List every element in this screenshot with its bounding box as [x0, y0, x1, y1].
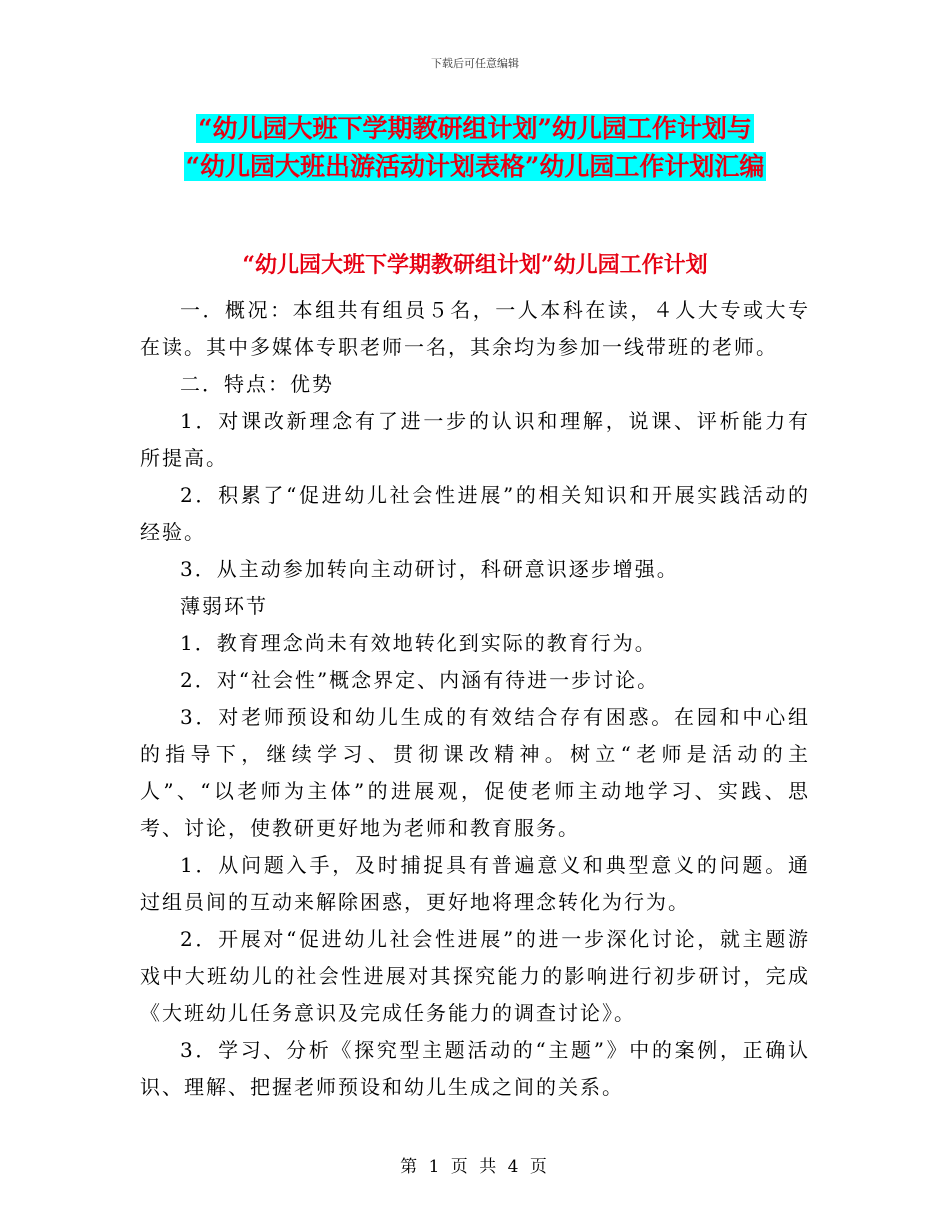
main-title-line-1: “幼儿园大班下学期教研组计划”幼儿园工作计划与	[198, 114, 752, 143]
header-note: 下载后可任意编辑	[431, 57, 519, 70]
page-footer: 第 1 页 共 4 页	[400, 1157, 550, 1177]
paragraph: 2．对“社会性”概念界定、内涵有待进一步讨论。	[180, 668, 660, 692]
section-title: “幼儿园大班下学期教研组计划”幼儿园工作计划	[242, 252, 708, 278]
paragraph: 薄弱环节	[180, 594, 268, 618]
paragraph: 1．教育理念尚未有效地转化到实际的教育行为。	[180, 631, 657, 655]
main-title-line-2: “幼儿园大班出游活动计划表格”幼儿园工作计划汇编	[185, 152, 765, 181]
paragraph: 二．特点：优势	[180, 372, 334, 396]
paragraph: 3．学习、分析《探究型主题活动的“主题”》中的案例，正确认识、理解、把握老师预设和幼儿生成之间的关系。	[140, 1038, 810, 1099]
paragraph: 3．从主动参加转向主动研讨，科研意识逐步增强。	[180, 557, 679, 581]
paragraph: 2．开展对“促进幼儿社会性进展”的进一步深化讨论，就主题游戏中大班幼儿的社会性进展对其探究能力的影响进行初步研讨，完成《大班幼儿任务意识及完成任务能力的调查讨论》。	[140, 927, 810, 1025]
paragraph: 3．对老师预设和幼儿生成的有效结合存有困惑。在园和中心组的指导下，继续学习、贯彻课改精神。树立“老师是活动的主人”、“以老师为主体”的进展观，促使老师主动地学习、实践、思考、讨论，使教研更好地为老师和教育服务。	[140, 705, 810, 840]
paragraph: 一．概况：本组共有组员５名，一人本科在读，４人大专或大专在读。其中多媒体专职老师一名，其余均为参加一线带班的老师。	[140, 298, 810, 359]
paragraph: 2．积累了“促进幼儿社会性进展”的相关知识和开展实践活动的经验。	[140, 483, 810, 544]
main-title	[0, 110, 950, 186]
document-body	[140, 292, 810, 1106]
paragraph: 1．从问题入手，及时捕捉具有普遍意义和典型意义的问题。通过组员间的互动来解除困惑，更好地将理念转化为行为。	[140, 853, 810, 914]
paragraph: 1．对课改新理念有了进一步的认识和理解，说课、评析能力有所提高。	[140, 409, 810, 470]
